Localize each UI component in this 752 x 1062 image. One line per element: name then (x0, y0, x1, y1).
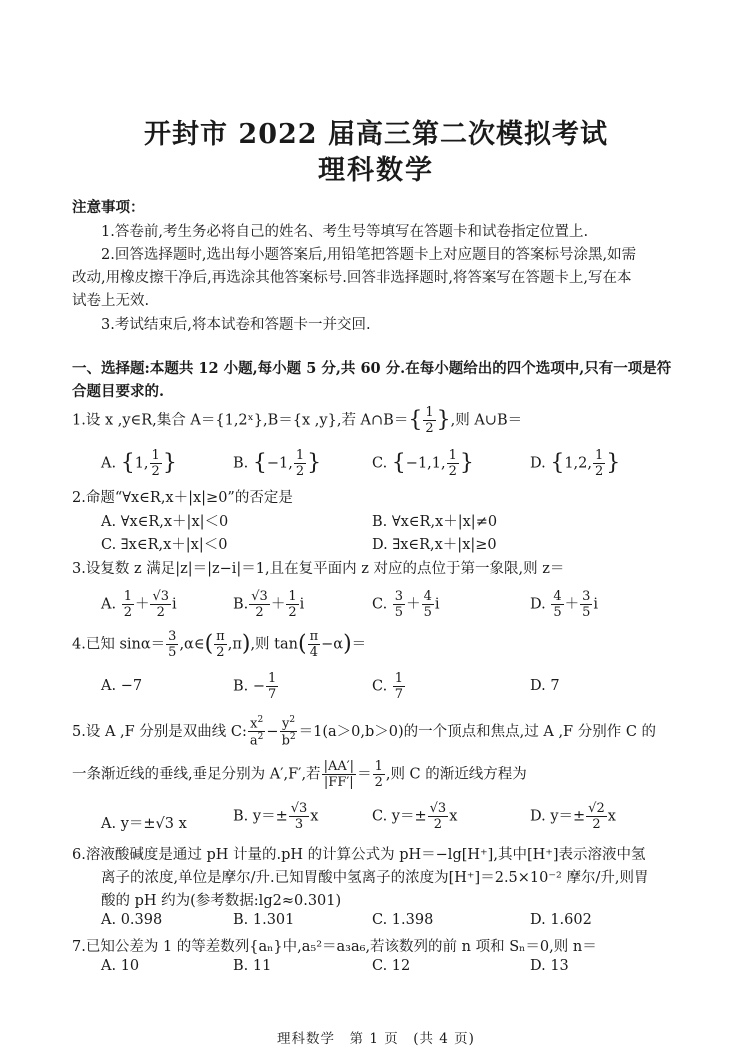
section-heading-cont: 合题目要求的. (72, 383, 165, 400)
notice-item: 1.答卷前,考生务必将自己的姓名、考生号等填写在答题卡和试卷指定位置上. (101, 224, 589, 240)
question-5-cont: 一条渐近线的垂线,垂足分别为 A′,F′,若 $\frac{|AA'|}{|FF'|}$ ＝ $\frac{1}{2}$ ,则 C 的渐近线方程为 (72, 759, 527, 790)
fraction: $\frac{1}{2}$ (425, 405, 434, 436)
q4-option-a[interactable]: A. −7 (101, 678, 143, 694)
q7-option-a[interactable]: A. 10 (101, 958, 140, 974)
q5-option-b[interactable]: B. y＝± $\frac{√3}{3}$ x (233, 801, 319, 832)
q5-option-d[interactable]: D. y＝± $\frac{√2}{2}$ x (530, 801, 616, 832)
q1-option-d[interactable]: D. {1,2, $\frac{1}{2}$ } (530, 448, 621, 479)
question-3: 3.设复数 z 满足|z|＝|z−i|＝1,且在复平面内 z 对应的点位于第一象限,则 z＝ (72, 561, 565, 577)
q7-option-c[interactable]: C. 12 (372, 958, 411, 974)
q2-option-c[interactable]: C. ∃x∈R,x＋|x|＜0 (101, 537, 228, 553)
page-footer: 理科数学 第 1 页 (共 4 页) (277, 1031, 475, 1047)
notice-item: 改动,用橡皮擦干净后,再选涂其他答案标号.回答非选择题时,将答案写在答题卡上,写在本 (72, 270, 632, 286)
section-heading: 一、选择题:本题共 12 小题,每小题 5 分,共 60 分.在每小题给出的四个选项中,只有一项是符 (72, 360, 672, 377)
question-6: 6.溶液酸碱度是通过 pH 计量的.pH 的计算公式为 pH＝−lg[H⁺],其中[H⁺]表示溶液中氢 (72, 847, 646, 863)
q6-option-d[interactable]: D. 1.602 (530, 912, 592, 928)
q2-option-d[interactable]: D. ∃x∈R,x＋|x|≥0 (372, 537, 497, 553)
q7-option-b[interactable]: B. 11 (233, 958, 272, 974)
q5-option-a[interactable]: A. y＝±√3 x (101, 816, 187, 832)
notice-item: 试卷上无效. (72, 293, 150, 309)
question-5: 5.设 A ,F 分别是双曲线 C: $\frac{x^2}{a^2}$ − $\frac{y^2}{b^2}$ ＝1(a＞0,b＞0)的一个顶点和焦点,过 A ,F 分别作 C 的 (72, 715, 657, 749)
q2-option-b[interactable]: B. ∀x∈R,x＋|x|≠0 (372, 514, 498, 530)
question-1: 1.设 x ,y∈R,集合 A＝{1,2ˣ},B＝{x ,y},若 A∩B＝{ $\frac{1}{2}$ },则 A∪B＝ (72, 405, 523, 436)
q1-option-b[interactable]: B. {−1, $\frac{1}{2}$ } (233, 448, 322, 479)
q3-option-b[interactable]: B. $\frac{√3}{2}$ ＋ $\frac{1}{2}$ i (233, 589, 305, 620)
q7-option-d[interactable]: D. 13 (530, 958, 569, 974)
question-2: 2.命题“∀x∈R,x＋|x|≥0”的否定是 (72, 490, 293, 506)
q1-option-a[interactable]: A. {1, $\frac{1}{2}$ } (101, 448, 177, 479)
q6-option-b[interactable]: B. 1.301 (233, 912, 295, 928)
q5-option-c[interactable]: C. y＝± $\frac{√3}{2}$ x (372, 801, 458, 832)
q1-stem-end: ,则 A∪B＝ (450, 412, 523, 429)
q6-option-c[interactable]: C. 1.398 (372, 912, 434, 928)
question-7: 7.已知公差为 1 的等差数列{aₙ}中,a₅²＝a₃a₆,若该数列的前 n 项和 Sₙ＝0,则 n＝ (72, 939, 597, 955)
q3-option-d[interactable]: D. $\frac{4}{5}$ ＋ $\frac{3}{5}$ i (530, 589, 599, 620)
notice-item: 3.考试结束后,将本试卷和答题卡一并交回. (101, 317, 371, 333)
q1-stem: 1.设 x ,y∈R,集合 A＝{1,2ˣ},B＝{x ,y},若 A∩B＝ (72, 412, 409, 429)
q2-option-a[interactable]: A. ∀x∈R,x＋|x|＜0 (101, 514, 229, 530)
question-6-cont: 离子的浓度,单位是摩尔/升.已知胃酸中氢离子的浓度为[H⁺]＝2.5×10⁻² 摩尔/升,则胃 (101, 870, 649, 886)
notice-item: 2.回答选择题时,选出每小题答案后,用铅笔把答题卡上对应题目的答案标号涂黑,如需 (101, 247, 637, 263)
q4-option-b[interactable]: B. − $\frac{1}{7}$ (233, 671, 277, 702)
exam-title: 开封市 2022 届高三第二次模拟考试 (144, 119, 608, 150)
q4-option-d[interactable]: D. 7 (530, 678, 560, 694)
q4-option-c[interactable]: C. $\frac{1}{7}$ (372, 671, 404, 702)
q3-option-a[interactable]: A. $\frac{1}{2}$ ＋ $\frac{√3}{2}$ i (101, 589, 177, 620)
q3-option-c[interactable]: C. $\frac{3}{5}$ ＋ $\frac{4}{5}$ i (372, 589, 440, 620)
exam-subject: 理科数学 (318, 155, 434, 186)
q6-option-a[interactable]: A. 0.398 (101, 912, 163, 928)
q1-option-c[interactable]: C. {−1,1, $\frac{1}{2}$ } (372, 448, 474, 479)
notice-heading: 注意事项： (72, 199, 145, 216)
question-6-cont: 酸的 pH 约为(参考数据:lg2≈0.301) (101, 893, 342, 909)
question-4: 4.已知 sinα＝ $\frac{3}{5}$ ,α∈( $\frac{\pi}{2}$ ,π),则 tan( $\frac{\pi}{4}$ −α)＝ (72, 629, 367, 660)
